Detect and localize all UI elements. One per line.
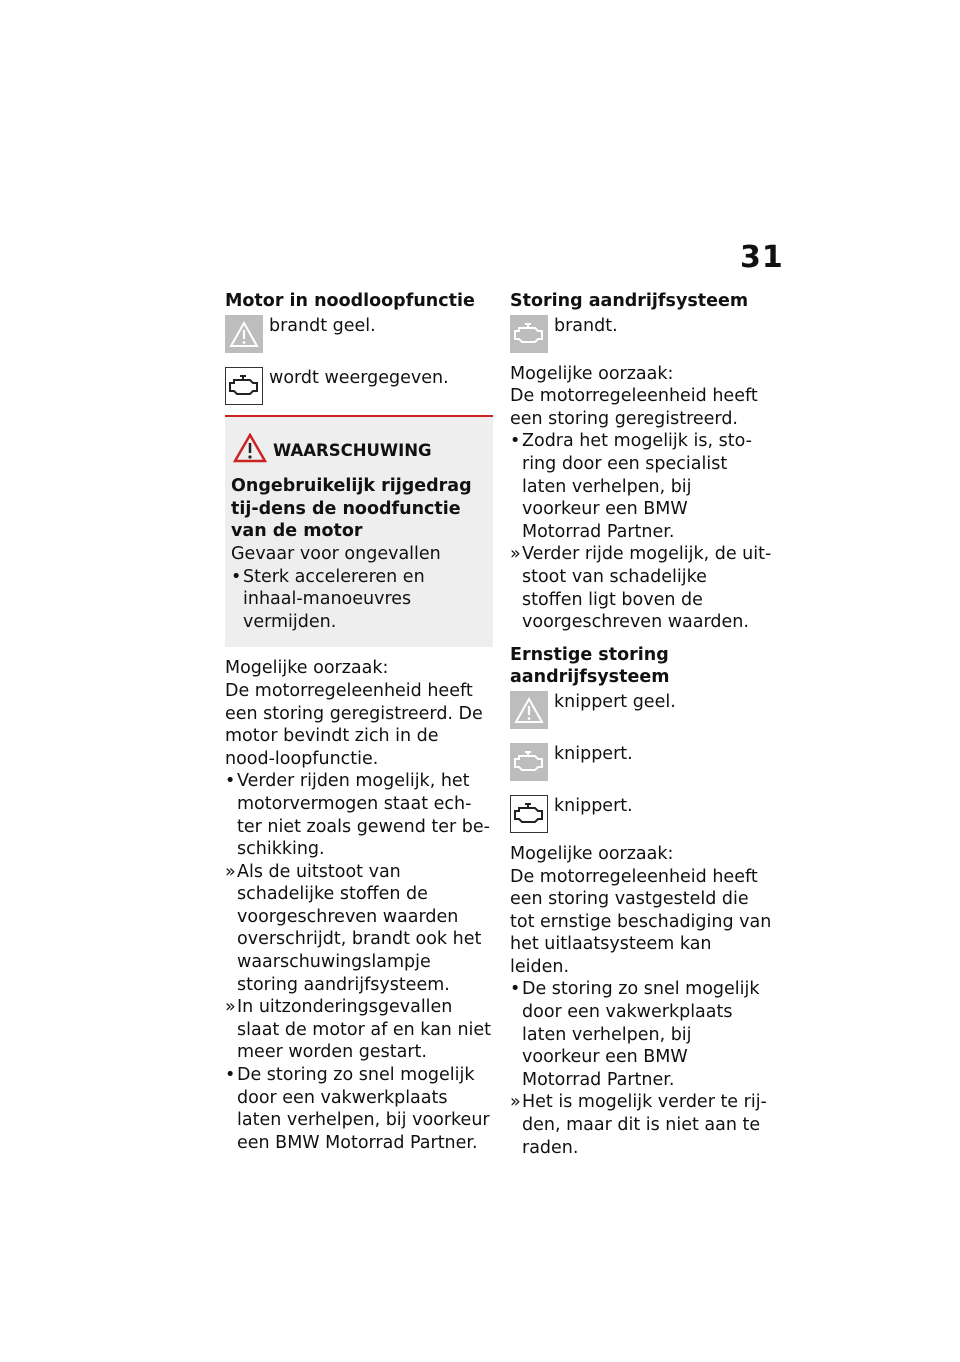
list-item: • De storing zo snel mogelijk door een vakwerkplaats laten verhelpen, bij voorkeur een BMW Motorrad Partner. — [225, 1065, 490, 1153]
section-heading: Ernstige storing aandrijfsysteem — [510, 644, 670, 688]
indicator-row — [510, 795, 772, 833]
indicator-row — [225, 367, 493, 405]
cause-text: De motorregeleenheid heeft een storing geregistreerd. De motor bevindt zich in de nood-loopfunctie. — [225, 680, 483, 769]
indicator-row — [510, 743, 772, 781]
list-item: • De storing zo snel mogelijk door een vakwerkplaats laten verhelpen, bij voorkeur een BMW Motorrad Partner. — [510, 979, 760, 1090]
engine-icon — [225, 367, 263, 405]
engine-icon — [510, 315, 548, 353]
left-column — [225, 290, 493, 1154]
warning-label: WAARSCHUWING — [273, 440, 432, 460]
engine-icon — [510, 743, 548, 781]
cause-text: De motorregeleenheid heeft een storing vastgesteld die tot ernstige beschadiging van het uitlaatsysteem kan leiden. — [510, 866, 772, 977]
indicator-text: knippert geel. — [554, 691, 676, 712]
general-warning-icon — [225, 315, 263, 353]
cause-label: Mogelijke oorzaak: — [225, 658, 389, 679]
right-column — [510, 290, 772, 1159]
warning-hazard: Gevaar voor ongevallen — [231, 543, 441, 564]
indicator-text: knippert. — [554, 795, 633, 816]
list-item: » Het is mogelijk verder te rij-den, maar dit is niet aan te raden. — [510, 1092, 767, 1158]
indicator-row — [510, 315, 772, 353]
list-item: • Verder rijden mogelijk, het motorvermogen staat ech-ter niet zoals gewend ter be-schikking. — [225, 771, 490, 860]
page-number: 31 — [740, 240, 784, 275]
general-warning-icon — [510, 691, 548, 729]
list-item: » Verder rijde mogelijk, de uit-stoot van schadelijke stoffen ligt boven de voorgeschreven waarden. — [510, 544, 772, 633]
list-item: • Sterk accelereren en inhaal-manoeuvres vermijden. — [231, 566, 425, 632]
cause-text: De motorregeleenheid heeft een storing geregistreerd. — [510, 386, 758, 429]
list-item: » In uitzonderingsgevallen slaat de motor af en kan niet meer worden gestart. — [225, 997, 492, 1063]
section-heading: Motor in noodloopfunctie — [225, 291, 475, 311]
cause-label: Mogelijke oorzaak: — [510, 363, 674, 384]
warning-title: Ongebruikelijk rijgedrag tij-dens de noodfunctie van de motor — [231, 476, 472, 542]
warning-header — [233, 433, 485, 470]
indicator-row — [225, 315, 493, 353]
list-item: » Als de uitstoot van schadelijke stoffen de voorgeschreven waarden overschrijdt, brandt ook het waarschuwingslampje storing aandrijfsysteem. — [225, 861, 482, 995]
indicator-text: wordt weergegeven. — [269, 367, 449, 388]
engine-icon — [510, 795, 548, 833]
indicator-text: knippert. — [554, 743, 633, 764]
cause-label: Mogelijke oorzaak: — [510, 843, 674, 864]
section-heading: Storing aandrijfsysteem — [510, 291, 749, 311]
indicator-row — [510, 691, 772, 729]
indicator-text: brandt. — [554, 315, 618, 336]
list-item: • Zodra het mogelijk is, sto-ring door een specialist laten verhelpen, bij voorkeur een BMW Motorrad Partner. — [510, 431, 752, 542]
warning-box — [225, 415, 493, 648]
warning-triangle-icon — [233, 433, 267, 470]
indicator-text: brandt geel. — [269, 315, 376, 336]
